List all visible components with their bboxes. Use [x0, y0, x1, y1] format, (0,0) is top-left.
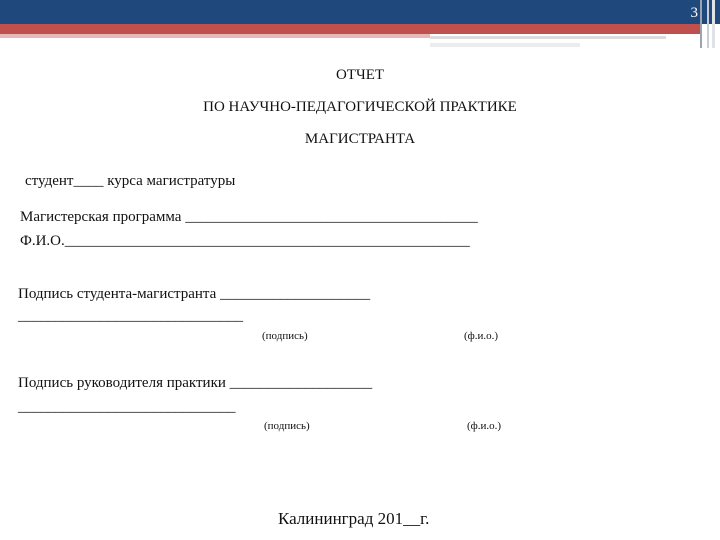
accent-stripe-fade: [430, 36, 666, 39]
page-number: 3: [690, 5, 698, 21]
report-title: ОТЧЕТ: [335, 67, 385, 83]
student-signature-continuation: ______________________________: [18, 308, 243, 324]
report-subject: МАГИСТРАНТА: [304, 131, 416, 147]
supervisor-signature-continuation: _____________________________: [18, 399, 236, 415]
student-signature-label: Подпись студента-магистранта ____________________: [18, 286, 371, 302]
student-signature-caption: (подпись): [262, 330, 308, 342]
decor-bar: [700, 0, 702, 48]
accent-stripe: [0, 24, 700, 34]
name-line: Ф.И.О.______________________________________________________: [20, 233, 470, 249]
accent-stripe-fade: [430, 43, 580, 47]
city-year: Калининград 201__г.: [278, 509, 430, 528]
decor-bar: [707, 0, 709, 48]
accent-stripe-fade: [0, 34, 430, 38]
program-line: Магистерская программа _______________________________________: [20, 209, 478, 225]
supervisor-signature-caption: (подпись): [264, 420, 310, 432]
header-band: [0, 0, 720, 24]
supervisor-name-caption: (ф.и.о.): [467, 420, 502, 432]
course-line: студент____ курса магистратуры: [25, 173, 236, 189]
supervisor-signature-label: Подпись руководителя практики ___________________: [18, 375, 373, 391]
student-name-caption: (ф.и.о.): [464, 330, 499, 342]
report-subtitle: ПО НАУЧНО-ПЕДАГОГИЧЕСКОЙ ПРАКТИКЕ: [203, 99, 517, 115]
decor-bar: [712, 0, 715, 48]
